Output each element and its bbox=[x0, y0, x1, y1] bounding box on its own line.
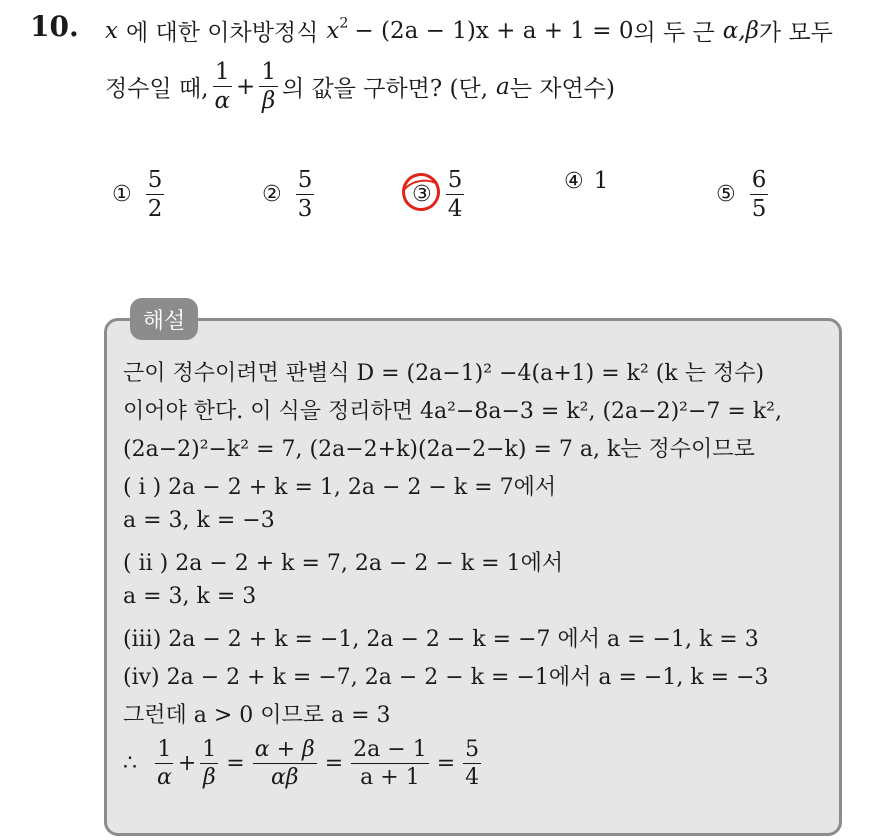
choice-5-mark: ⑤ bbox=[716, 182, 736, 208]
question-text-4: 정수일 때, bbox=[105, 76, 209, 103]
solution-line-6: ( ii ) 2a − 2 + k = 7, 2a − 2 − k = 1에서 bbox=[123, 551, 564, 576]
choice-3-mark: ③ bbox=[412, 182, 432, 208]
variable-a: a bbox=[496, 73, 510, 100]
choice-4[interactable] bbox=[564, 168, 608, 194]
choice-5-value: $\frac{6}{5}$ bbox=[751, 167, 767, 223]
final-frac-3: $\frac{\alpha + \beta}{\alpha\beta}$ bbox=[254, 737, 315, 791]
final-frac-5: $\frac{5}{4}$ bbox=[465, 737, 480, 791]
fraction-one-over-beta: $\frac{1}{\beta}$ bbox=[261, 59, 276, 115]
question-text-6: 는 자연수) bbox=[509, 76, 615, 103]
plus-sign: + bbox=[236, 73, 256, 100]
equation-x-squared: $x^2$ bbox=[326, 14, 349, 44]
choice-4-mark: ④ bbox=[564, 168, 584, 194]
solution-line-8: (iii) 2a − 2 + k = −1, 2a − 2 − k = −7 에서 a = −1, k = 3 bbox=[123, 627, 759, 652]
solution-line-3: (2a−2)²−k² = 7, (2a−2+k)(2a−2−k) = 7 a, k는 정수이므로 bbox=[123, 437, 755, 462]
final-equals-1: = bbox=[226, 751, 245, 777]
final-equals-3: = bbox=[436, 751, 456, 777]
question-text-3: 가 모두 bbox=[758, 20, 833, 46]
solution-line-10: 그런데 a > 0 이므로 a = 3 bbox=[123, 703, 391, 728]
final-equals-2: = bbox=[324, 751, 344, 777]
choice-5[interactable] bbox=[716, 168, 772, 221]
choice-3-value: $\frac{5}{4}$ bbox=[447, 167, 463, 223]
final-frac-2: $\frac{1}{\beta}$ bbox=[202, 737, 217, 791]
question-text-2: 의 두 근 bbox=[633, 20, 715, 46]
solution-final-line bbox=[123, 738, 485, 789]
choice-2-mark: ② bbox=[262, 182, 282, 208]
final-frac-4: $\frac{2a - 1}{a + 1}$ bbox=[353, 737, 427, 791]
choice-1-value: $\frac{5}{2}$ bbox=[147, 167, 163, 223]
question-line-1 bbox=[105, 14, 833, 47]
choice-2-value: $\frac{5}{3}$ bbox=[297, 167, 313, 223]
choice-2[interactable] bbox=[262, 168, 318, 221]
roots: α,β bbox=[722, 17, 759, 44]
solution-line-7: a = 3, k = 3 bbox=[123, 584, 257, 609]
fraction-one-over-alpha: $\frac{1}{\alpha}$ bbox=[214, 59, 231, 115]
choice-4-value: 1 bbox=[593, 168, 609, 194]
solution-label: 해설 bbox=[130, 298, 198, 340]
variable-x: x bbox=[105, 17, 118, 44]
solution-line-5: a = 3, k = −3 bbox=[123, 508, 275, 533]
therefore-symbol: ∴ bbox=[123, 751, 137, 777]
choice-1-mark: ① bbox=[112, 182, 132, 208]
solution-line-4: ( i ) 2a − 2 + k = 1, 2a − 2 − k = 7에서 bbox=[123, 475, 557, 500]
question-text-5: 의 값을 구하면? (단, bbox=[281, 76, 489, 103]
question-number: 10. bbox=[30, 10, 79, 43]
solution-line-1: 근이 정수이려면 판별식 D = (2a−1)² −4(a+1) = k² (k 는 정수) bbox=[123, 361, 765, 386]
final-plus: + bbox=[177, 751, 197, 777]
question-line-2 bbox=[105, 60, 615, 113]
solution-line-9: (iv) 2a − 2 + k = −7, 2a − 2 − k = −1에서 a = −1, k = −3 bbox=[123, 665, 769, 690]
equation-rest: − (2a − 1)x + a + 1 = 0 bbox=[354, 17, 634, 44]
final-frac-1: $\frac{1}{\alpha}$ bbox=[157, 737, 172, 791]
question-text-1: 에 대한 이차방정식 bbox=[125, 20, 319, 46]
choice-1[interactable] bbox=[112, 168, 168, 221]
solution-line-2: 이어야 한다. 이 식을 정리하면 4a²−8a−3 = k², (2a−2)²−7 = k², bbox=[123, 399, 782, 424]
